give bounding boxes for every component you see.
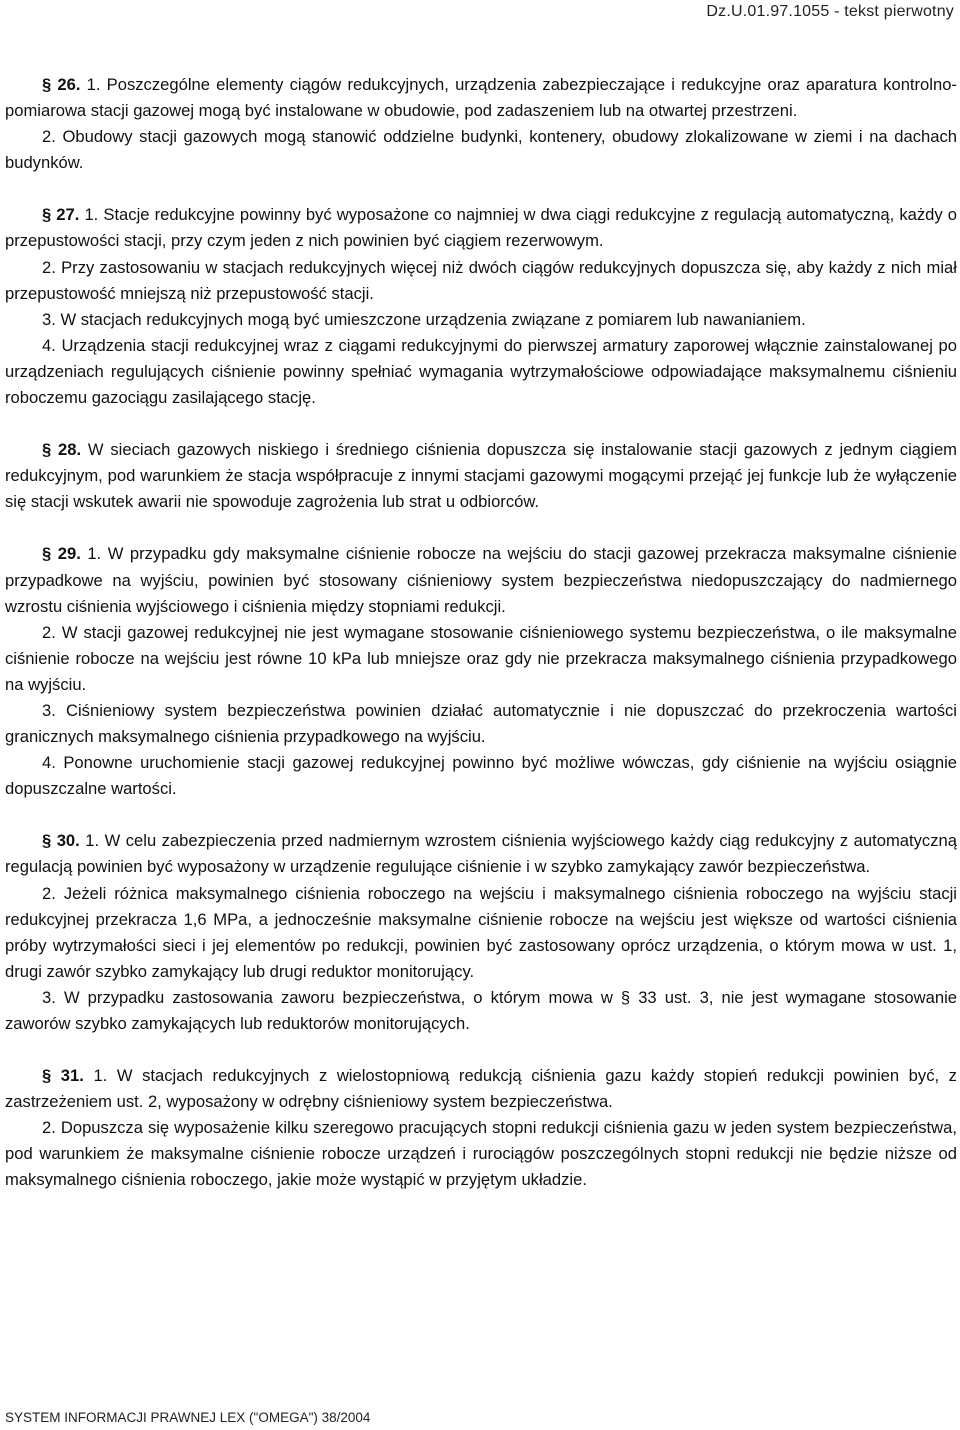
s27-p1 <box>5 202 957 254</box>
s28-text-block <box>5 437 957 515</box>
section-gap <box>5 1037 957 1063</box>
section-gap <box>5 515 957 541</box>
s29-p1 <box>5 541 957 619</box>
section-gap <box>5 411 957 437</box>
s27-p3 <box>5 307 957 333</box>
s31-p2-text: Dopuszcza się wyposażenie kilku szeregowo pracujących stopni redukcji ciśnienia gazu w jeden system bezpieczeństwa, pod warunkiem że maksymalne ciśnienie robocze urządzeń i rurociągów poszczególnych stopni redukcji nie będzie niższe od maksymalnego ciśnienia roboczego, jakie może wystąpić w przyjętym układzie. <box>5 1118 957 1190</box>
s27-label: § 27. <box>42 205 80 225</box>
s29-label: § 29. <box>42 544 81 564</box>
s27-p3-text: W stacjach redukcyjnych mogą być umieszczone urządzenia związane z pomiarem lub nawanianiem. <box>60 309 806 329</box>
s29-p4-text: Ponowne uruchomienie stacji gazowej redukcyjnej powinno być możliwe wówczas, gdy ciśnienie na wyjściu osiągnie dopuszczalne wartości. <box>5 753 957 799</box>
s31-p1-text: W stacjach redukcyjnych z wielostopniową redukcją ciśnienia gazu każdy stopień redukcji powinien być, z zastrzeżeniem ust. 2, wyposażony w odrębny ciśnieniowy system bezpieczeństwa. <box>5 1066 957 1112</box>
section-gap <box>5 802 957 828</box>
s30-p3-num: 3. <box>42 987 56 1007</box>
s31-p2 <box>5 1115 957 1193</box>
s29-p4-num: 4. <box>42 753 56 773</box>
s30-label: § 30. <box>42 831 80 851</box>
s26-label: § 26. <box>42 75 81 94</box>
s29-p2 <box>5 620 957 698</box>
s28-text: W sieciach gazowych niskiego i średniego ciśnienia dopuszcza się instalowanie stacji gazowych z jednym ciągiem redukcyjnym, pod warunkiem że stacja współpracuje z innymi stacjami gazowymi mogącymi przejąć jej funkcje lub że wyłączenie się stacji wskutek awarii nie spowoduje zagrożenia lub strat u odbiorców. <box>5 440 957 512</box>
s29-p1-text: W przypadku gdy maksymalne ciśnienie robocze na wejściu do stacji gazowej przekracza maksymalne ciśnienie przypadkowe na wyjściu, powinien być stosowany ciśnieniowy system bezpieczeństwa niedopuszczający do nadmiernego wzrostu ciśnienia wyjściowego i ciśnienia między stopniami redukcji. <box>5 544 957 616</box>
s27-p1-text: Stacje redukcyjne powinny być wyposażone co najmniej w dwa ciągi redukcyjne z regulacją automatyczną, każdy o przepustowości stacji, przy czym jeden z nich powinien być ciągiem rezerwowym. <box>5 205 957 251</box>
document-body <box>5 72 957 1194</box>
s29-p4 <box>5 750 957 802</box>
s27-p1-num: 1. <box>84 205 99 225</box>
s30-p3 <box>5 985 957 1037</box>
s31-p2-num: 2. <box>42 1118 56 1138</box>
s30-p2-text: Jeżeli różnica maksymalnego ciśnienia roboczego na wejściu i maksymalnego ciśnienia roboczego na wyjściu stacji redukcyjnej przekracza 1,6 MPa, a jednocześnie maksymalne ciśnienie robocze na wejściu jest większe od wartości ciśnienia próby wytrzymałości sieci i jej elementów po redukcji, powinien być zastosowany oprócz urządzenia, o którym mowa w ust. 1, drugi zawór szybko zamykający lub drugi reduktor monitorujący. <box>5 883 957 981</box>
s27-p2-num: 2. <box>42 257 56 277</box>
footer-source: SYSTEM INFORMACJI PRAWNEJ LEX ("OMEGA") 38/2004 <box>5 1410 371 1425</box>
s31-label: § 31. <box>42 1066 84 1086</box>
s27-p4-text: Urządzenia stacji redukcyjnej wraz z ciągami redukcyjnymi do pierwszej armatury zaporowej włącznie zainstalowanej po urządzeniach regulujących ciśnienie powinny spełniać wymagania wytrzymałościowe odpowiadające maksymalnemu ciśnieniu roboczemu gazociągu zasilającego stację. <box>5 335 957 408</box>
s26-p1-text: Poszczególne elementy ciągów redukcyjnych, urządzenia zabezpieczające i redukcyjne oraz aparatura kontrolno-pomiarowa stacji gazowej mogą być instalowane w obudowie, pod zadaszeniem lub na otwartej przestrzeni. <box>5 75 957 121</box>
document-reference: Dz.U.01.97.1055 - tekst pierwotny <box>706 3 954 20</box>
s26-p2 <box>5 124 957 176</box>
s29-p3-num: 3. <box>42 700 56 720</box>
s30-p3-text: W przypadku zastosowania zaworu bezpieczeństwa, o którym mowa w § 33 ust. 3, nie jest wymagane stosowanie zaworów szybko zamykających lub reduktorów monitorujących. <box>5 987 957 1033</box>
s30-p2-num: 2. <box>42 883 56 903</box>
s31-p1 <box>5 1063 957 1115</box>
s31-p1-num: 1. <box>93 1066 108 1086</box>
s30-p1-num: 1. <box>85 831 100 851</box>
s29-p1-num: 1. <box>87 544 102 564</box>
s29-p3-text: Ciśnieniowy system bezpieczeństwa powinien działać automatycznie i nie dopuszczać do przekroczenia wartości granicznych maksymalnego ciśnienia przypadkowego na wyjściu. <box>5 700 957 747</box>
s29-p3 <box>5 698 957 750</box>
s26-p1-num: 1. <box>86 75 101 94</box>
section-gap <box>5 176 957 202</box>
s27-p4-num: 4. <box>42 335 56 355</box>
s27-p3-num: 3. <box>42 309 56 329</box>
s29-p2-text: W stacji gazowej redukcyjnej nie jest wymagane stosowanie ciśnieniowego systemu bezpieczeństwa, o ile maksymalne ciśnienie robocze na wejściu jest równe 10 kPa lub mniejsze oraz gdy nie przekracza maksymalnego ciśnienia przypadkowego na wyjściu. <box>5 622 957 694</box>
s26-p1 <box>5 72 957 124</box>
s27-p4 <box>5 333 957 411</box>
s30-p1-text: W celu zabezpieczenia przed nadmiernym wzrostem ciśnienia wyjściowego każdy ciąg redukcyjny z automatyczną regulacją powinien być wyposażony w urządzenie regulujące ciśnienie i w szybko zamykający zawór bezpieczeństwa. <box>5 831 957 877</box>
s30-p2 <box>5 881 957 985</box>
s30-p1 <box>5 828 957 880</box>
s28-label: § 28. <box>42 440 82 460</box>
s26-p2-num: 2. <box>42 127 56 147</box>
s29-p2-num: 2. <box>42 622 56 642</box>
s27-p2 <box>5 255 957 307</box>
s26-p2-text: Obudowy stacji gazowych mogą stanowić oddzielne budynki, kontenery, obudowy zlokalizowane w ziemi i na dachach budynków. <box>5 127 957 173</box>
s27-p2-text: Przy zastosowaniu w stacjach redukcyjnych więcej niż dwóch ciągów redukcyjnych dopuszcza się, aby każdy z nich miał przepustowość mniejszą niż przepustowość stacji. <box>5 257 957 303</box>
